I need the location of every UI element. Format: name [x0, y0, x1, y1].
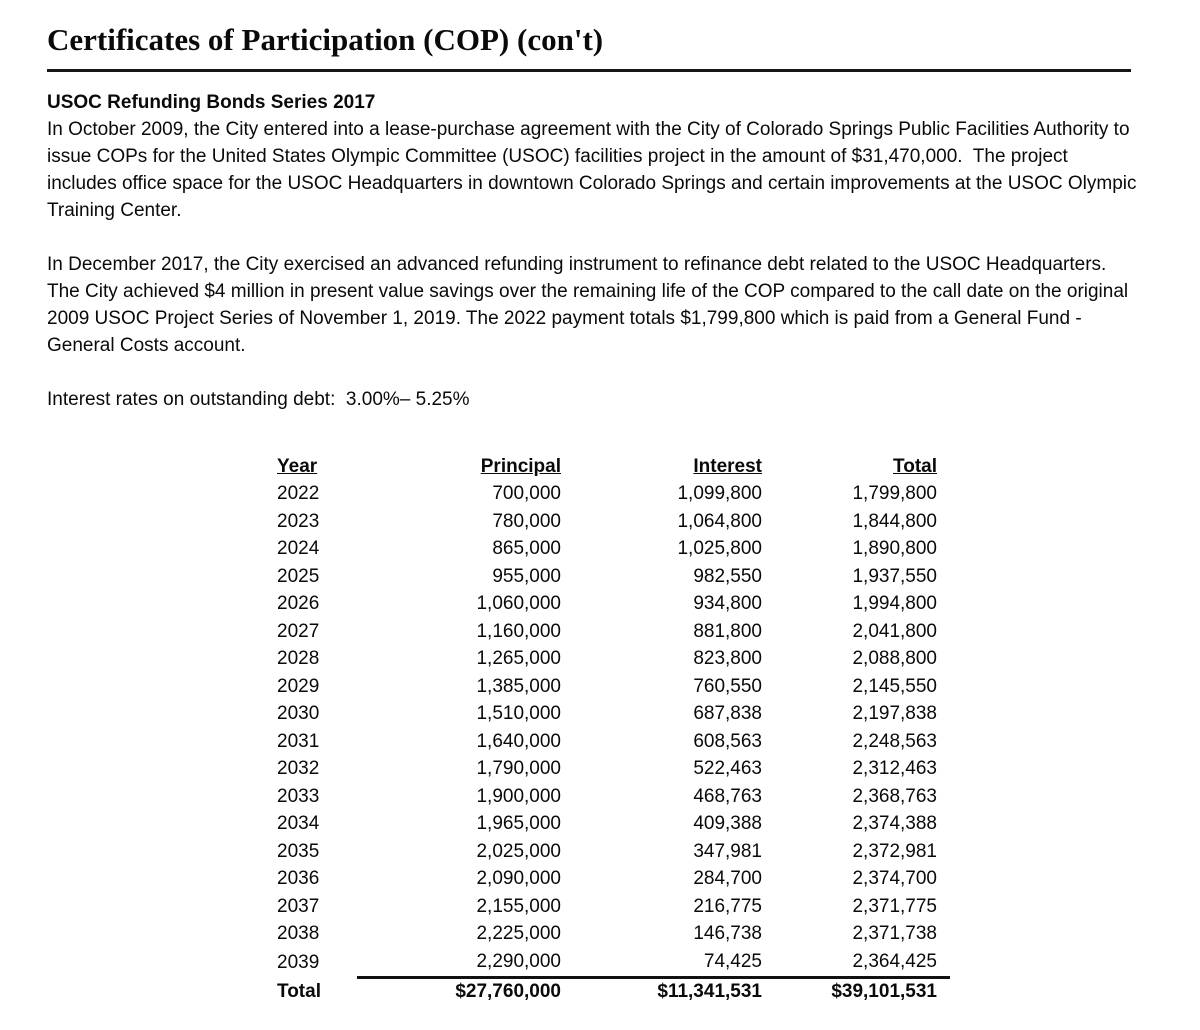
total-cell: 2,364,425	[852, 950, 937, 972]
table-row	[277, 618, 950, 646]
debt-schedule-footer	[277, 977, 950, 1006]
table-row	[277, 893, 950, 921]
principal-cell: 2,155,000	[476, 895, 561, 917]
table-row	[277, 921, 950, 949]
interest-cell: 823,800	[693, 648, 762, 670]
principal-cell: 2,290,000	[476, 950, 561, 972]
table-row	[277, 536, 950, 564]
total-cell: 2,145,550	[852, 675, 937, 697]
interest-cell: 347,981	[693, 840, 762, 862]
principal-cell: 1,060,000	[476, 593, 561, 615]
table-row	[277, 783, 950, 811]
interest-cell: 522,463	[693, 758, 762, 780]
table-row	[277, 811, 950, 839]
total-cell: 2,374,700	[852, 868, 937, 890]
debt-schedule-table	[277, 453, 950, 1006]
table-row	[277, 508, 950, 536]
interest-cell: 1,064,800	[677, 510, 762, 532]
year-cell: 2025	[277, 565, 320, 587]
total-cell: 2,197,838	[852, 703, 937, 725]
table-row	[277, 838, 950, 866]
column-header-interest: Interest	[693, 455, 762, 477]
section-heading: USOC Refunding Bonds Series 2017	[47, 92, 376, 113]
total-cell: 2,374,388	[852, 813, 937, 835]
interest-cell: 409,388	[693, 813, 762, 835]
table-row	[277, 563, 950, 591]
year-cell: 2029	[277, 675, 320, 697]
year-cell: 2033	[277, 785, 320, 807]
interest-cell: 608,563	[693, 730, 762, 752]
debt-schedule-header	[277, 453, 950, 481]
total-cell: 1,890,800	[852, 538, 937, 560]
table-row	[277, 673, 950, 701]
column-header-year: Year	[277, 455, 318, 477]
interest-cell: 146,738	[693, 923, 762, 945]
interest-rates-line: Interest rates on outstanding debt: 3.00%– 5.25%	[47, 389, 470, 410]
principal-cell: 1,965,000	[476, 813, 561, 835]
interest-cell: 284,700	[693, 868, 762, 890]
year-cell: 2032	[277, 758, 320, 780]
principal-cell: 1,385,000	[476, 675, 561, 697]
principal-cell: 955,000	[492, 565, 561, 587]
principal-cell: 700,000	[492, 483, 561, 505]
principal-cell: 1,790,000	[476, 758, 561, 780]
year-cell: 2023	[277, 510, 320, 532]
total-cell: 2,248,563	[852, 730, 937, 752]
principal-cell: 2,025,000	[476, 840, 561, 862]
interest-cell: 760,550	[693, 675, 762, 697]
total-cell: 2,372,981	[852, 840, 937, 862]
header-row	[277, 453, 950, 481]
paragraph-lease-purchase: In October 2009, the City entered into a lease-purchase agreement with the City of Colorado Springs Public Facilities Authority to issue COPs for the United States Olympic Committee (USOC) facilities project in the amount of $31,470,000. The project includes office space for the USOC Headquarters in downtown Colorado Springs and certain improvements at the USOC Olympic Training Center.	[47, 119, 1142, 221]
year-cell: 2026	[277, 593, 320, 615]
year-cell: 2022	[277, 483, 320, 505]
total-cell: 2,088,800	[852, 648, 937, 670]
total-label: Total	[277, 980, 321, 1002]
total-cell: 2,368,763	[852, 785, 937, 807]
total-interest-cell: $11,341,531	[561, 977, 762, 1006]
table-row	[277, 591, 950, 619]
year-cell: 2028	[277, 648, 320, 670]
table-row	[277, 756, 950, 784]
title-divider	[47, 69, 1131, 72]
total-cell: 2,371,738	[852, 923, 937, 945]
principal-cell: 865,000	[492, 538, 561, 560]
paragraph-refunding: In December 2017, the City exercised an advanced refunding instrument to refinance debt related to the USOC Headquarters. The City achieved $4 million in present value savings over the remaining life of the COP compared to the call date on the original 2009 USOC Project Series of November 1, 2019. The 2022 payment totals $1,799,800 which is paid from a General Fund - General Costs account.	[47, 254, 1134, 356]
principal-cell: 780,000	[492, 510, 561, 532]
total-cell: 2,312,463	[852, 758, 937, 780]
column-header-total: Total	[893, 455, 937, 477]
interest-cell: 1,099,800	[677, 483, 762, 505]
table-row	[277, 948, 950, 977]
year-cell: 2036	[277, 868, 320, 890]
year-cell: 2030	[277, 703, 320, 725]
total-cell: 2,371,775	[852, 895, 937, 917]
table-row	[277, 481, 950, 509]
table-row	[277, 866, 950, 894]
table-row	[277, 646, 950, 674]
total-cell: 1,844,800	[852, 510, 937, 532]
year-cell: 2034	[277, 813, 320, 835]
interest-cell: 1,025,800	[677, 538, 762, 560]
interest-cell: 687,838	[693, 703, 762, 725]
total-row	[277, 977, 950, 1006]
principal-cell: 1,900,000	[476, 785, 561, 807]
column-header-principal: Principal	[480, 455, 561, 477]
total-cell: 1,994,800	[852, 593, 937, 615]
year-cell: 2027	[277, 620, 320, 642]
principal-cell: 1,265,000	[476, 648, 561, 670]
principal-cell: 1,640,000	[476, 730, 561, 752]
principal-cell: 1,510,000	[476, 703, 561, 725]
year-cell: 2024	[277, 538, 320, 560]
interest-cell: 468,763	[693, 785, 762, 807]
table-row	[277, 728, 950, 756]
principal-cell: 1,160,000	[476, 620, 561, 642]
year-cell: 2035	[277, 840, 320, 862]
interest-cell: 982,550	[693, 565, 762, 587]
page-title: Certificates of Participation (COP) (con't)	[47, 22, 604, 57]
interest-cell: 881,800	[693, 620, 762, 642]
year-cell: 2037	[277, 895, 320, 917]
interest-cell: 934,800	[693, 593, 762, 615]
total-cell: 1,937,550	[852, 565, 937, 587]
debt-schedule-body	[277, 481, 950, 978]
year-cell: 2031	[277, 730, 320, 752]
total-principal-cell: $27,760,000	[357, 977, 561, 1006]
principal-cell: 2,090,000	[476, 868, 561, 890]
year-cell: 2038	[277, 923, 320, 945]
interest-cell: 216,775	[693, 895, 762, 917]
table-row	[277, 701, 950, 729]
total-total-cell: $39,101,531	[762, 977, 950, 1006]
year-cell: 2039	[277, 951, 320, 973]
total-cell: 1,799,800	[852, 483, 937, 505]
principal-cell: 2,225,000	[476, 923, 561, 945]
interest-cell: 74,425	[703, 950, 762, 972]
total-cell: 2,041,800	[852, 620, 937, 642]
